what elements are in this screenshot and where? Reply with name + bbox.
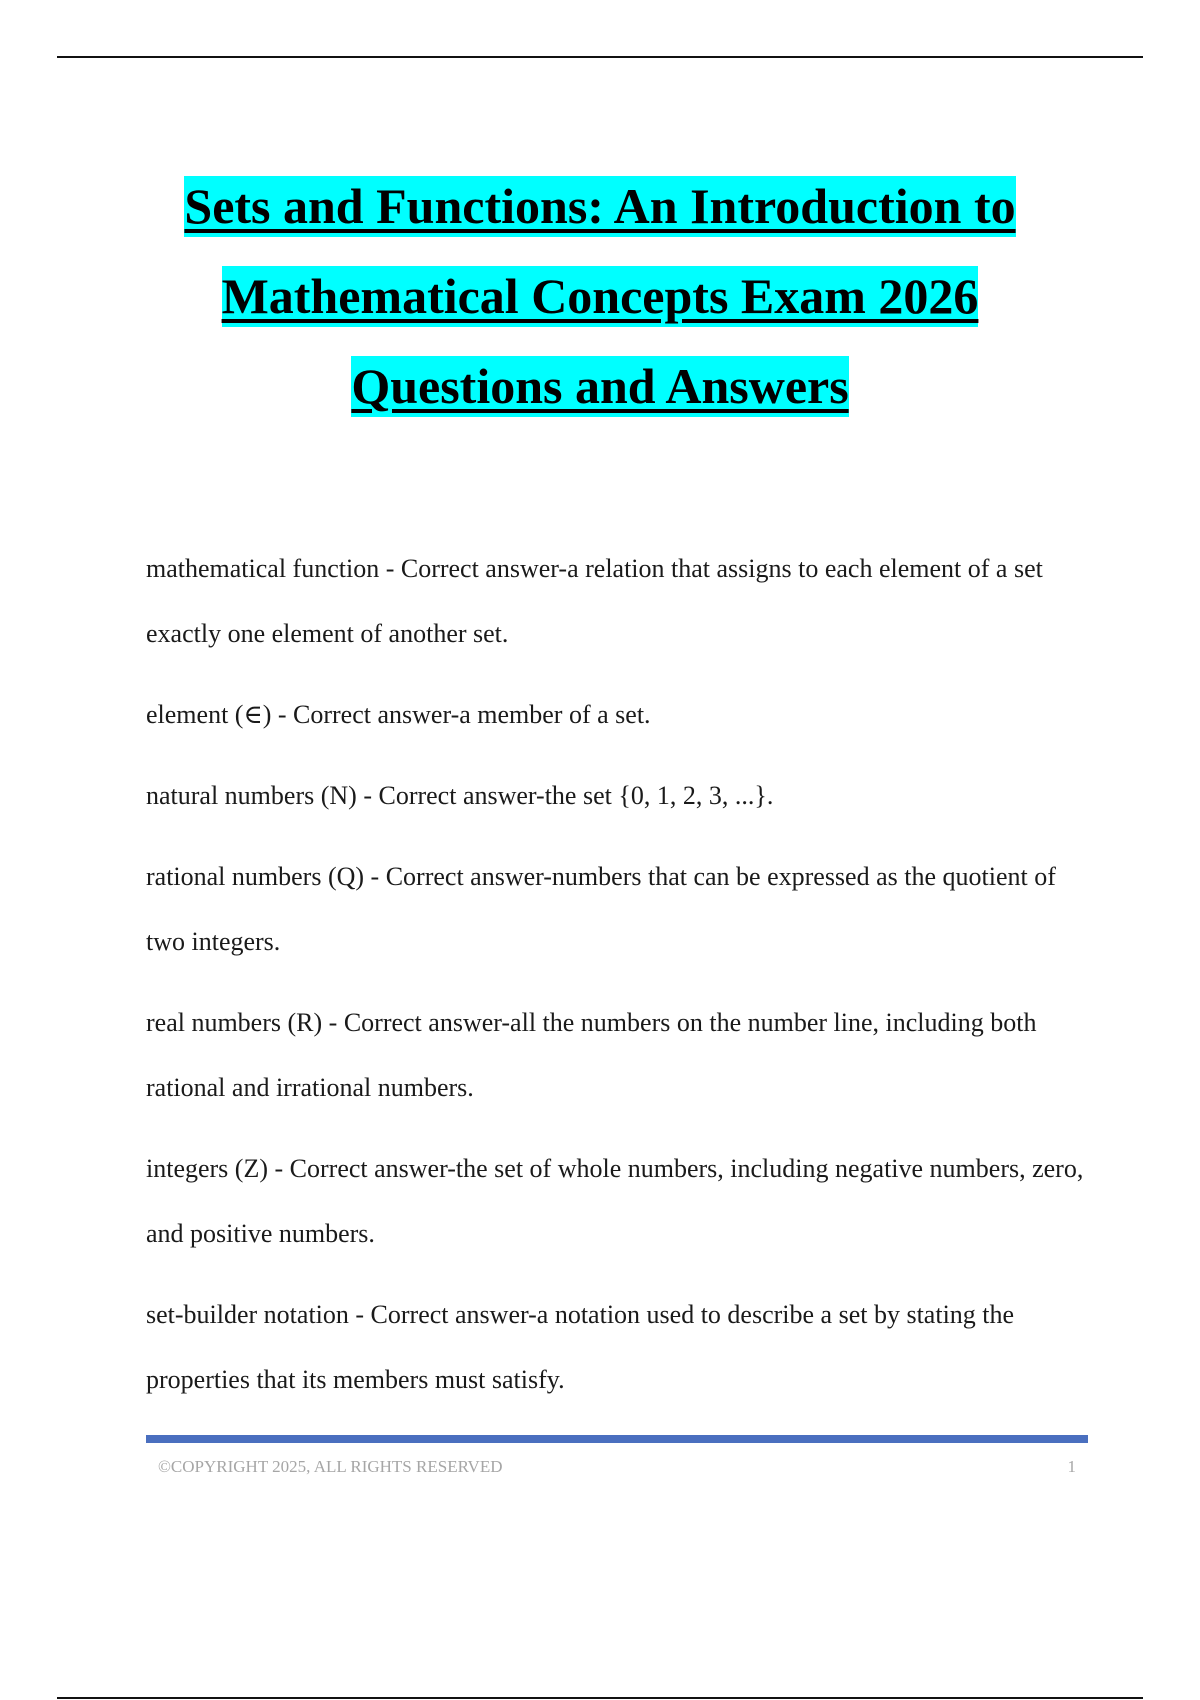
qa-entry: set-builder notation - Correct answer-a notation used to describe a set by stating the properties that its members must satisfy. <box>146 1300 1015 1394</box>
title-line-text: Mathematical Concepts Exam 2026 <box>222 266 979 327</box>
copyright-notice: ©COPYRIGHT 2025, ALL RIGHTS RESERVED <box>158 1457 503 1476</box>
document-title <box>100 176 1100 446</box>
title-line-text: Sets and Functions: An Introduction to <box>184 176 1015 237</box>
footer-divider <box>146 1435 1088 1443</box>
qa-entry: natural numbers (N) - Correct answer-the set {0, 1, 2, 3, ...}. <box>146 781 774 810</box>
qa-entry: mathematical function - Correct answer-a relation that assigns to each element of a set exactly one element of another set. <box>146 554 1043 648</box>
title-line <box>100 176 1100 266</box>
title-line <box>100 266 1100 356</box>
title-line <box>100 356 1100 446</box>
page-footer <box>158 1457 1076 1477</box>
qa-entry: real numbers (R) - Correct answer-all the numbers on the number line, including both rational and irrational numbers. <box>146 1008 1037 1102</box>
bottom-rule <box>57 1697 1143 1699</box>
title-line-text: Questions and Answers <box>351 356 848 417</box>
qa-list <box>146 536 1096 1428</box>
page-number: 1 <box>1067 1457 1076 1476</box>
qa-entry: integers (Z) - Correct answer-the set of whole numbers, including negative numbers, zero, and positive numbers. <box>146 1154 1084 1248</box>
qa-entry: element (∈) - Correct answer-a member of a set. <box>146 700 651 729</box>
top-rule <box>57 56 1143 58</box>
qa-entry: rational numbers (Q) - Correct answer-numbers that can be expressed as the quotient of two integers. <box>146 862 1056 956</box>
